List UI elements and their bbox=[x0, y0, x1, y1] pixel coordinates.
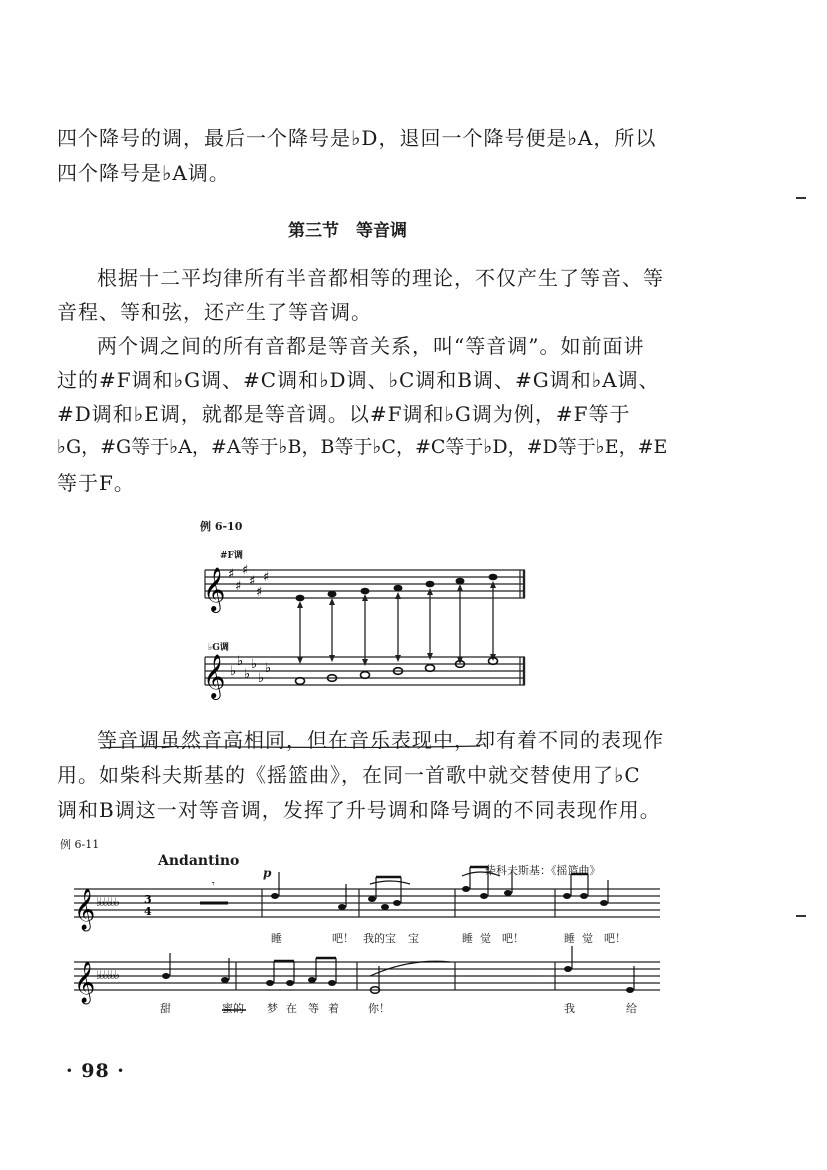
sharp-icon: ♯ bbox=[242, 563, 249, 578]
paragraph-line: 调和B调这一对等音调，发挥了升号调和降号调的不同表现作用。 bbox=[57, 798, 661, 822]
composer-credit: 柴科夫斯基：《摇篮曲》 bbox=[485, 864, 601, 877]
lyric: 蜜的 bbox=[222, 1002, 244, 1015]
lyric: 给 bbox=[626, 1002, 637, 1015]
lyric: 吧！ bbox=[604, 932, 626, 945]
lyric: 觉 bbox=[582, 932, 593, 945]
paragraph-line: 音程、等和弦，还产生了等音调。 bbox=[57, 300, 372, 324]
paragraph-line: 两个调之间的所有音都是等音关系，叫“等音调”。如前面讲 bbox=[97, 334, 645, 358]
paragraph-line: 四个降号是♭A调。 bbox=[57, 161, 230, 185]
key-signature: ♭♭♭♭♭♭ bbox=[96, 895, 118, 909]
dynamic-marking: p bbox=[263, 866, 272, 880]
lyric: 着 bbox=[328, 1002, 339, 1015]
section-heading: 第三节 等音调 bbox=[288, 221, 407, 241]
example-label: 例 6-11 bbox=[60, 838, 100, 851]
sharp-icon: ♯ bbox=[249, 574, 256, 589]
staff-key-label: #F调 bbox=[220, 551, 243, 561]
flat-icon: ♭ bbox=[258, 671, 265, 686]
tempo-marking: Andantino bbox=[158, 853, 240, 869]
flat-icon: ♭ bbox=[265, 661, 272, 676]
lyric: 我 bbox=[564, 1002, 575, 1015]
paragraph-line: 四个降号的调，最后一个降号是♭D，退回一个降号便是♭A，所以 bbox=[57, 126, 657, 150]
margin-mark bbox=[796, 915, 806, 917]
flat-icon: ♭ bbox=[237, 654, 244, 669]
time-signature: 4 bbox=[144, 905, 152, 918]
treble-clef-icon: 𝄞 bbox=[74, 962, 96, 1003]
paragraph-line: #D调和♭E调，就都是等音调。以#F调和♭G调为例，#F等于 bbox=[57, 402, 631, 426]
lyric: 甜 bbox=[160, 1002, 171, 1015]
paragraph-line: 等音调虽然音高相同，但在音乐表现中，却有着不同的表现作 bbox=[97, 728, 664, 752]
paragraph-line: 根据十二平均律所有半音都相等的理论，不仅产生了等音、等 bbox=[97, 266, 664, 290]
sharp-icon: ♯ bbox=[256, 585, 263, 600]
lyric: 睡 bbox=[564, 932, 575, 945]
treble-clef-icon: 𝄞 bbox=[74, 889, 96, 930]
melody-staff-1 bbox=[74, 889, 660, 917]
lyric: 梦 bbox=[267, 1002, 278, 1015]
paragraph-line: 等于F。 bbox=[57, 471, 135, 495]
time-signature: 3 bbox=[144, 893, 152, 906]
lyric: 你！ bbox=[368, 1002, 390, 1015]
sharp-icon: ♯ bbox=[228, 567, 235, 582]
page-number: · 98 · bbox=[66, 1060, 125, 1082]
lyric: 睡 bbox=[462, 932, 473, 945]
flat-icon: ♭ bbox=[230, 664, 237, 679]
sharp-icon: ♯ bbox=[235, 579, 242, 594]
lyric: 觉 bbox=[480, 932, 491, 945]
treble-clef-icon: 𝄞 bbox=[203, 567, 226, 611]
example-label: 例 6-10 bbox=[200, 520, 243, 533]
lyric: 在 bbox=[286, 1002, 297, 1015]
lyric: 睡 bbox=[271, 932, 282, 945]
notes-row2 bbox=[162, 966, 634, 993]
rest-icon: 𝄾 bbox=[212, 879, 215, 890]
lyric: 吧！ bbox=[332, 932, 354, 945]
key-signature: ♭♭♭♭♭♭ bbox=[96, 968, 118, 982]
paragraph-line: 过的#F调和♭G调、#C调和♭D调、♭C调和B调、#G调和♭A调、 bbox=[57, 368, 660, 392]
margin-mark bbox=[796, 197, 806, 199]
lyric: 宝 bbox=[408, 932, 419, 945]
staff-key-label: ♭G调 bbox=[208, 643, 229, 653]
flat-icon: ♭ bbox=[251, 657, 258, 672]
lyric: 等 bbox=[308, 1002, 319, 1015]
paragraph-line: ♭G，#G等于♭A，#A等于♭B，B等于♭C，#C等于♭D，#D等于♭E，#E bbox=[57, 436, 668, 458]
lyric: 我的宝 bbox=[363, 932, 396, 945]
paragraph-line: 用。如柴科夫斯基的《摇篮曲》，在同一首歌中就交替使用了♭C bbox=[57, 763, 641, 787]
sharp-icon: ♯ bbox=[263, 570, 270, 585]
treble-clef-icon: 𝄞 bbox=[203, 654, 226, 698]
lyric: 吧！ bbox=[502, 932, 524, 945]
flat-icon: ♭ bbox=[244, 667, 251, 682]
